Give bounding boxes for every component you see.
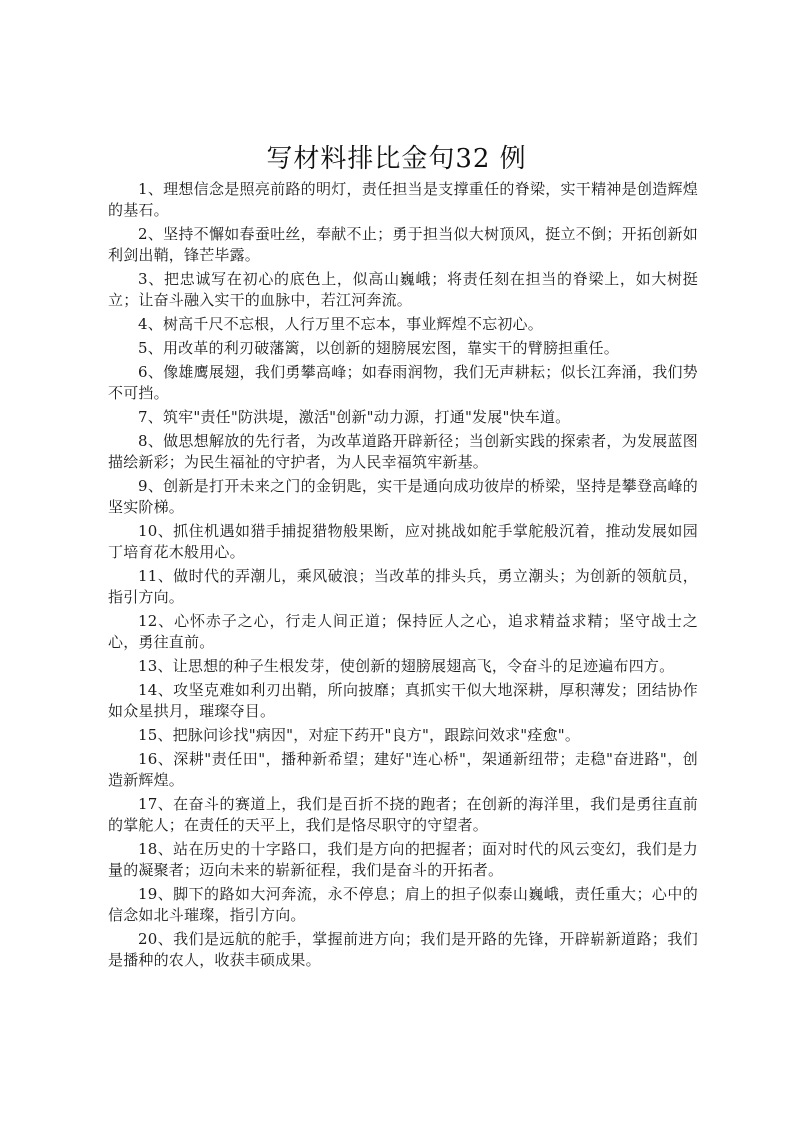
list-item: 1、理想信念是照亮前路的明灯，责任担当是支撑重任的脊梁，实干精神是创造辉煌的基石。 <box>108 180 698 219</box>
list-item: 6、像雄鹰展翅，我们勇攀高峰；如春雨润物，我们无声耕耘；似长江奔涌，我们势不可挡。 <box>108 363 698 402</box>
list-item: 18、站在历史的十字路口，我们是方向的把握者；面对时代的风云变幻，我们是力量的凝聚者；迈向未来的崭新征程，我们是奋斗的开拓者。 <box>108 840 698 879</box>
list-item: 10、抓住机遇如猎手捕捉猎物般果断，应对挑战如舵手掌舵般沉着，推动发展如园丁培育花木般用心。 <box>108 522 698 561</box>
list-item: 8、做思想解放的先行者，为改革道路开辟新径；当创新实践的探索者，为发展蓝图描绘新彩；为民生福祉的守护者，为人民幸福筑牢新基。 <box>108 432 698 471</box>
document-title: 写材料排比金句32 例 <box>266 144 527 174</box>
document-body <box>108 179 698 974</box>
list-item: 20、我们是远航的舵手，掌握前进方向；我们是开路的先锋，开辟崭新道路；我们是播种的农人，收获丰硕成果。 <box>108 930 698 969</box>
list-item: 14、攻坚克难如利刃出鞘，所向披靡；真抓实干似大地深耕，厚积薄发；团结协作如众星拱月，璀璨夺目。 <box>108 681 698 720</box>
list-item: 7、筑牢"责任"防洪堤，激活"创新"动力源，打通"发展"快车道。 <box>138 408 571 426</box>
list-item: 9、创新是打开未来之门的金钥匙，实干是通向成功彼岸的桥梁，坚持是攀登高峰的坚实阶梯。 <box>108 477 698 516</box>
list-item: 15、把脉问诊找"病因"，对症下药开"良方"，跟踪问效求"痊愈"。 <box>138 726 581 744</box>
list-item: 11、做时代的弄潮儿，乘风破浪；当改革的排头兵，勇立潮头；为创新的领航员，指引方向。 <box>108 567 698 606</box>
list-item: 16、深耕"责任田"，播种新希望；建好"连心桥"，架通新纽带；走稳"奋进路"，创造新辉煌。 <box>108 750 698 789</box>
list-item: 5、用改革的利刃破藩篱，以创新的翅膀展宏图，靠实干的臂膀担重任。 <box>138 339 619 357</box>
list-item: 2、坚持不懈如春蚕吐丝，奉献不止；勇于担当似大树顶风，挺立不倒；开拓创新如利剑出鞘，锋芒毕露。 <box>108 225 698 264</box>
list-item: 3、把忠诚写在初心的底色上，似高山巍峨；将责任刻在担当的脊梁上，如大树挺立；让奋斗融入实干的血脉中，若江河奔流。 <box>108 270 698 309</box>
list-item: 19、脚下的路如大河奔流，永不停息；肩上的担子似泰山巍峨，责任重大；心中的信念如北斗璀璨，指引方向。 <box>108 885 698 924</box>
list-item: 13、让思想的种子生根发芽，使创新的翅膀展翅高飞，令奋斗的足迹遍布四方。 <box>138 657 675 675</box>
list-item: 17、在奋斗的赛道上，我们是百折不挠的跑者；在创新的海洋里，我们是勇往直前的掌舵人；在责任的天平上，我们是恪尽职守的守望者。 <box>108 795 698 834</box>
list-item: 12、心怀赤子之心，行走人间正道；保持匠人之心，追求精益求精；坚守战士之心，勇往直前。 <box>108 612 698 651</box>
list-item: 4、树高千尺不忘根，人行万里不忘本，事业辉煌不忘初心。 <box>138 315 543 333</box>
